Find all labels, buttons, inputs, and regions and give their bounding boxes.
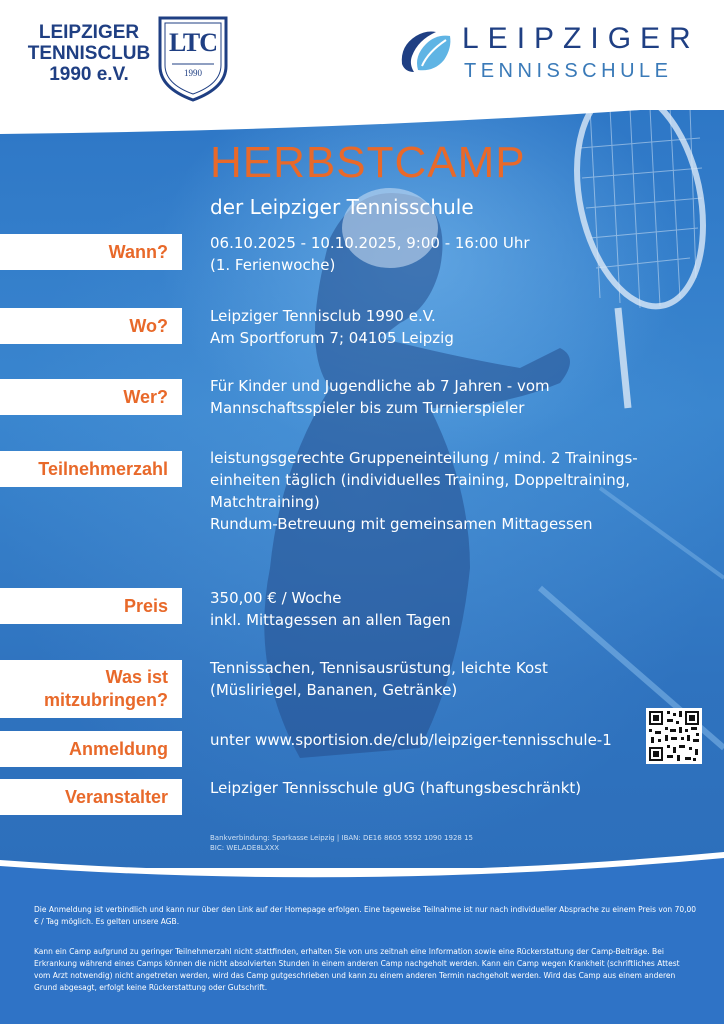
info-line: Tennissachen, Tennisausrüstung, leichte Kost (210, 659, 548, 677)
info-line: Leipziger Tennisclub 1990 e.V. (210, 307, 436, 325)
info-line: (Müsliriegel, Bananen, Getränke) (210, 681, 458, 699)
info-line: Rundum-Betreuung mit gemeinsamen Mittagessen (210, 515, 593, 533)
info-wo (210, 305, 454, 349)
label-veranstalter: Veranstalter (64, 787, 168, 807)
club-name-line3: 1990 e.V. (49, 64, 129, 85)
info-preis (210, 587, 451, 631)
bank-line: BIC: WELADE8LXXX (210, 844, 280, 852)
club-name-line2: TENNISCLUB (27, 43, 151, 64)
label-box-wer (0, 379, 182, 415)
school-name-line1: LEIPZIGER (462, 22, 700, 55)
info-line: Matchtraining) (210, 493, 320, 511)
label-box-veranstalter (0, 779, 182, 815)
label-box-teilnehmerzahl (0, 451, 182, 487)
info-line: Leipziger Tennisschule gUG (haftungsbeschränkt) (210, 779, 582, 797)
info-line: leistungsgerechte Gruppeneinteilung / mind. 2 Trainings- (210, 449, 638, 467)
tennis-ball-logo-icon (396, 26, 454, 76)
club-name-line1: LEIPZIGER (38, 22, 140, 43)
info-mitzubringen (210, 657, 548, 701)
label-mitzubringen-line2: mitzubringen? (44, 690, 168, 710)
label-preis: Preis (123, 596, 168, 616)
label-box-mitzubringen (0, 660, 182, 718)
school-name-line2: TENNISSCHULE (464, 60, 673, 82)
label-box-preis (0, 588, 182, 624)
info-line: einheiten täglich (individuelles Training, Doppeltraining, (210, 471, 631, 489)
info-line: Für Kinder und Jugendliche ab 7 Jahren - vom (210, 377, 550, 395)
label-box-wo (0, 308, 182, 344)
registration-link[interactable]: unter www.sportision.de/club/leipziger-tennisschule-1 (210, 731, 612, 749)
club-shield-logo (156, 14, 230, 104)
label-mitzubringen-line1: Was ist (105, 667, 168, 687)
info-line: Mannschaftsspieler bis zum Turnierspieler (210, 399, 525, 417)
bank-line: Bankverbindung: Sparkasse Leipzig | IBAN: DE16 8605 5592 1090 1928 15 (210, 834, 474, 842)
club-name (20, 22, 158, 85)
info-anmeldung[interactable] (210, 729, 612, 751)
info-line: inkl. Mittagessen an allen Tagen (210, 611, 451, 629)
label-box-wann (0, 234, 182, 270)
footer-paragraph-1: Die Anmeldung ist verbindlich und kann nur über den Link auf der Homepage erfolgen. Eine tageweise Teilnahme ist nur nach individueller Absprache zu einem Preis von 70,00 € / Tag möglich. Es gelten unsere AGB. (34, 905, 697, 926)
label-box-anmeldung (0, 731, 182, 767)
label-wo: Wo? (129, 316, 168, 336)
info-line: 350,00 € / Woche (210, 589, 342, 607)
info-wer (210, 375, 550, 419)
shield-year: 1990 (184, 68, 202, 78)
info-line: Am Sportforum 7; 04105 Leipzig (210, 329, 454, 347)
shield-monogram: LTC (168, 28, 218, 57)
info-teilnehmerzahl (210, 447, 638, 535)
info-line: 06.10.2025 - 10.10.2025, 9:00 - 16:00 Uhr (210, 234, 530, 252)
label-wer: Wer? (123, 387, 168, 407)
label-teilnehmerzahl: Teilnehmerzahl (38, 459, 168, 479)
info-wann (210, 232, 530, 276)
page-subtitle: der Leipziger Tennisschule (210, 195, 474, 219)
page-title: HERBSTCAMP (210, 138, 526, 187)
label-wann: Wann? (108, 242, 168, 262)
footer-paragraph-2: Kann ein Camp aufgrund zu geringer Teilnehmerzahl nicht stattfinden, erhalten Sie von uns zeitnah eine Information sowie eine Rückerstattung der Camp-Beiträge. Bei Erkrankung während eines Camps können die nicht absolvierten Stunden in einem anderen Camp nachgeholt werden. Kann ein Camp wegen Krankheit (schriftliches Attest vom Arzt notwendig) nicht angetreten werden, wird das Camp gutgeschrieben und kann zu einem anderen Termin nachgeholt werden. Wird das Camp aus einem anderen Grund abgesagt, erfolgt keine Rückerstattung oder Gutschrift. (34, 947, 680, 992)
info-veranstalter (210, 777, 581, 799)
qr-code[interactable] (646, 708, 702, 764)
header (0, 0, 724, 110)
bank-details (210, 833, 473, 853)
info-line: (1. Ferienwoche) (210, 256, 336, 274)
label-anmeldung: Anmeldung (69, 739, 168, 759)
